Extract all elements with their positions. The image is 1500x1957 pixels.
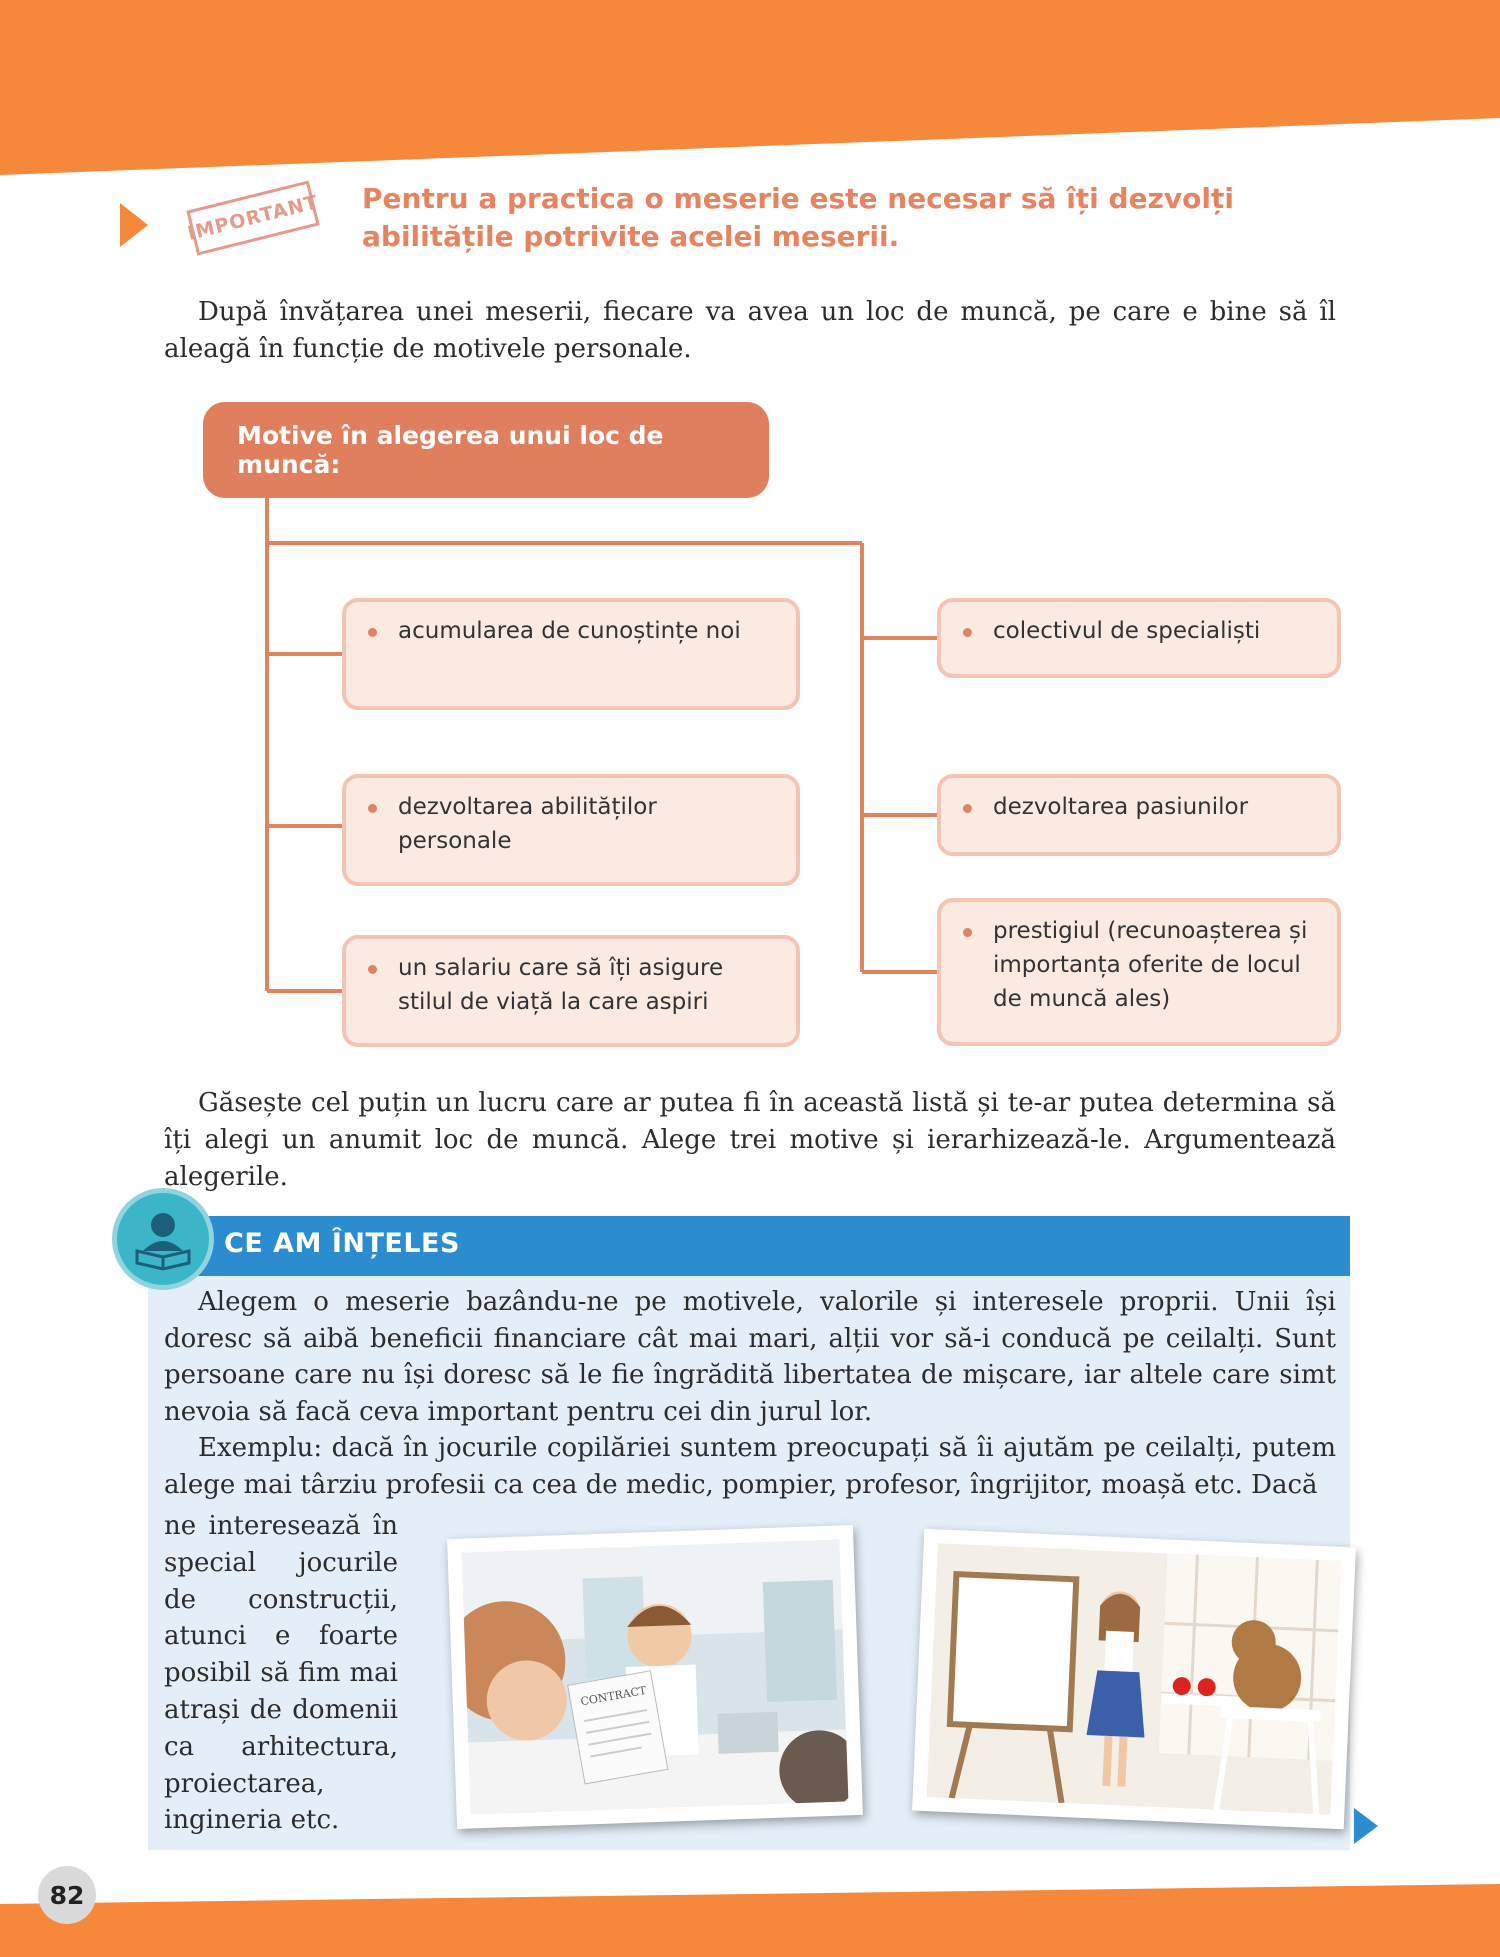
bottom-orange-band [0, 1870, 1500, 1957]
next-page-arrow-icon [1354, 1808, 1378, 1844]
photo-label: CONTRACT [579, 1683, 648, 1709]
bullet-icon [963, 628, 972, 637]
intro-paragraph: După învățarea unei meserii, fiecare va avea un loc de muncă, pe care e bine să îl aleagă în funcție de motivele personale. [164, 297, 1336, 364]
photo-girl-easel [912, 1529, 1356, 1830]
important-line-1: Pentru a practica o meserie este necesar să îți dezvolți [362, 182, 1234, 215]
motive-text: dezvoltarea abilităților personale [398, 794, 657, 854]
summary-paragraph-3: ne interesează în special jocurile de construcții, atunci e foarte posibil să fim mai atrași de domenii ca arhitectura, proiectarea, ingineria etc. [164, 1511, 398, 1836]
motive-box [342, 935, 800, 1047]
bullet-icon [963, 804, 972, 813]
motive-box [342, 774, 800, 886]
photo-children-contract [447, 1525, 863, 1829]
important-line-2: abilitățile potrivite acelei meserii. [362, 220, 900, 253]
motive-box [342, 598, 800, 710]
summary-paragraph-1: Alegem o meserie bazându-ne pe motivele, valorile și interesele proprii. Unii își doresc să aibă beneficii financiare cât mai mari, alții vor să-i conducă pe ceilalți. Sunt persoane care nu își doresc să le fie îngrădită libertatea de mișcare, iar altele care simt nevoia să facă ceva important pentru cei din jurul lor. [164, 1287, 1336, 1427]
motive-text: un salariu care să îți asigure stilul de viață la care aspiri [398, 955, 724, 1015]
bullet-icon [368, 965, 377, 974]
motive-text: dezvoltarea pasiunilor [993, 794, 1249, 820]
task-paragraph: Găsește cel puțin un lucru care ar putea fi în această listă și te-ar putea determina să îți alegi un anumit loc de muncă. Alege trei motive și ierarhizează-le. Argumentează alegerile. [164, 1088, 1336, 1192]
motive-box [937, 774, 1341, 856]
diagram-header: Motive în alegerea unui loc de muncă: [203, 402, 769, 498]
bullet-icon [368, 804, 377, 813]
motive-text: colectivul de specialiști [993, 618, 1261, 644]
important-stamp: IMPORTANT [186, 180, 319, 255]
motive-text: prestigiul (recunoașterea și importanța oferite de locul de muncă ales) [993, 918, 1308, 1012]
page-number: 82 [38, 1866, 96, 1924]
motive-box [937, 598, 1341, 678]
summary-paragraph-2: Exemplu: dacă în jocurile copilăriei suntem preocupați să îi ajutăm pe ceilalți, putem alege mai târziu profesii ca cea de medic, pompier, profesor, îngrijitor, moașă etc. Dacă [164, 1433, 1336, 1500]
reader-book-icon [112, 1188, 214, 1290]
motive-text: acumularea de cunoștințe noi [398, 618, 741, 644]
bullet-icon [963, 928, 972, 937]
bullet-icon [368, 628, 377, 637]
motive-box [937, 898, 1341, 1046]
summary-title: CE AM ÎNȚELES [224, 1228, 460, 1259]
